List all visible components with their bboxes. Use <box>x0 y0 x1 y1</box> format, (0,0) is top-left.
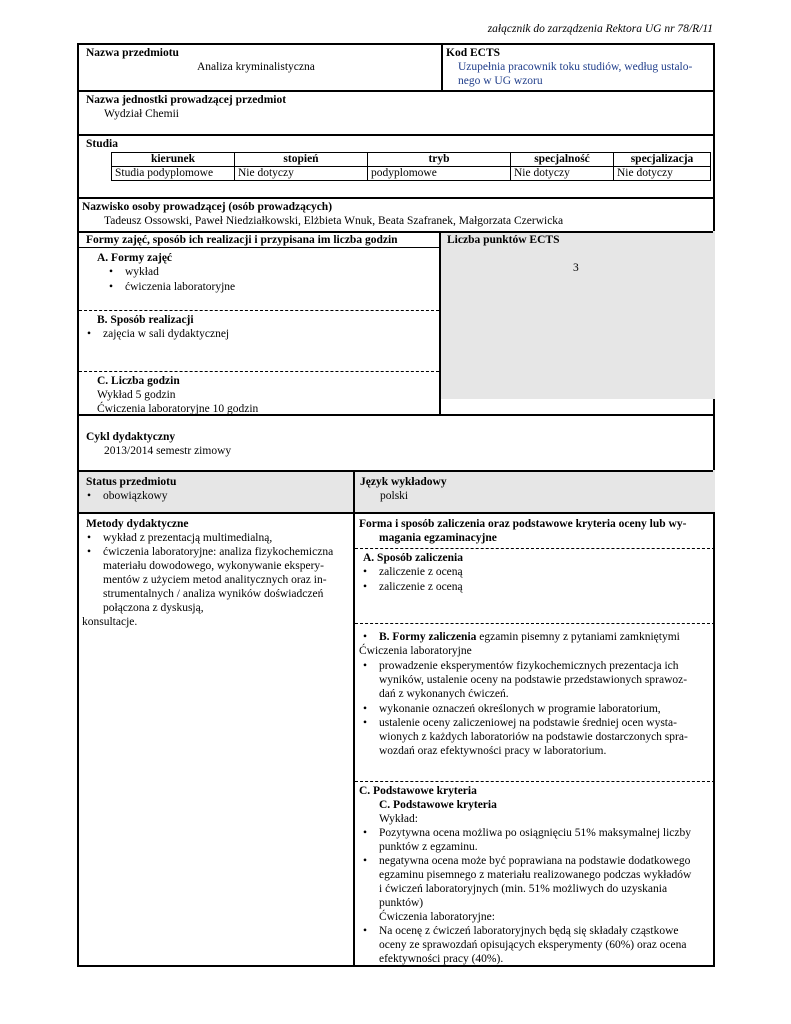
zaliczenie-c-item-3-line-2: oceny ze sprawozdań opisujących eksperymenty (60%) oraz ocena <box>379 939 687 951</box>
formy-b-item-1: • zajęcia w sali dydaktycznej <box>103 327 229 341</box>
zaliczenie-a-item-2: • zaliczenie z oceną <box>379 580 463 594</box>
kod-value-line1: Uzupełnia pracownik toku studiów, według ustalo- <box>458 61 693 73</box>
formy-c-line-1: Wykład 5 godzin <box>97 389 176 401</box>
formy-label: Formy zajęć, sposób ich realizacji i przypisana im liczba godzin <box>86 234 398 246</box>
zaliczenie-c-item-1-line-1: • Pozytywna ocena możliwa po osiągnięciu 51% maksymalnej liczby <box>379 826 691 840</box>
metody-item-2-line-4: strumentalnych / analiza wyników doświadczeń <box>103 588 324 600</box>
metody-label: Metody dydaktyczne <box>86 518 189 530</box>
formy-c-line-2: Ćwiczenia laboratoryjne 10 godzin <box>97 403 259 415</box>
status-label: Status przedmiotu <box>86 476 177 488</box>
zaliczenie-c-item-3-line-3: efektywności pracy (40%). <box>379 953 504 965</box>
zaliczenie-c-wyklad: Wykład: <box>379 813 418 825</box>
zaliczenie-b-label: B. Formy zaliczenia <box>379 631 477 643</box>
metody-item-2-line-2: materiału dowodowego, wykonywanie ekspery- <box>103 560 324 572</box>
prowadzacy-label: Nazwisko osoby prowadzącej (osób prowadzących) <box>82 201 333 213</box>
kod-label: Kod ECTS <box>446 47 501 59</box>
header-specjalnosc: specjalność <box>511 153 614 167</box>
zaliczenie-a-label: A. Sposób zaliczenia <box>363 552 463 564</box>
studia-header-row <box>112 153 711 167</box>
status-value: • obowiązkowy <box>103 489 168 503</box>
jezyk-value: polski <box>380 490 409 502</box>
zaliczenie-b-item-1-line-2: wyników, ustalenie oceny na podstawie przedstawionych sprawoz- <box>379 674 688 686</box>
zaliczenie-c-item-1-line-2: punktów z egzaminu. <box>379 841 478 853</box>
nazwa-label: Nazwa przedmiotu <box>86 47 179 59</box>
header-stopien: stopień <box>235 153 368 167</box>
zaliczenie-a-item-1: • zaliczenie z oceną <box>379 565 463 579</box>
formy-a-item-1: • wykład <box>125 265 159 279</box>
studia-value-row <box>112 167 711 181</box>
zaliczenie-b-sub: Ćwiczenia laboratoryjne <box>359 645 472 657</box>
header-tryb: tryb <box>368 153 511 167</box>
zaliczenie-label-line-2: magania egzaminacyjne <box>379 532 497 544</box>
ects-value: 3 <box>573 262 579 274</box>
metody-item-2-line-5: połączona z dyskusją, <box>103 602 204 614</box>
header-specjalizacja: specjalizacja <box>614 153 711 167</box>
zaliczenie-b-item-3-line-1: • ustalenie oceny zaliczeniowej na podstawie średniej ocen wysta- <box>379 716 677 730</box>
zaliczenie-c-cw: Ćwiczenia laboratoryjne: <box>379 911 495 923</box>
value-specjalizacja: Nie dotyczy <box>614 167 711 181</box>
cykl-label: Cykl dydaktyczny <box>86 431 176 443</box>
metody-item-1: • wykład z prezentacją multimedialną, <box>103 531 272 545</box>
value-stopien: Nie dotyczy <box>235 167 368 181</box>
jednostka-value: Wydział Chemii <box>104 108 179 120</box>
header-note: załącznik do zarządzenia Rektora UG nr 78/R/11 <box>487 23 713 35</box>
zaliczenie-c-item-2-line-4: punktów) <box>379 897 424 909</box>
zaliczenie-c-item-2-line-2: egzaminu pisemnego z materiału realizowanego podczas wykładów <box>379 869 692 881</box>
zaliczenie-c-item-2-line-1: • negatywna ocena może być poprawiana na podstawie dodatkowego <box>379 854 690 868</box>
value-tryb: podyplomowe <box>368 167 511 181</box>
studia-label: Studia <box>86 138 118 150</box>
zaliczenie-b-item-1-line-1: • prowadzenie eksperymentów fizykochemicznych prezentacja ich <box>379 659 679 673</box>
formy-c-label: C. Liczba godzin <box>97 375 180 387</box>
zaliczenie-c-label-2: C. Podstawowe kryteria <box>379 799 497 811</box>
zaliczenie-c-label: C. Podstawowe kryteria <box>359 785 477 797</box>
studia-table <box>111 152 711 181</box>
ects-label: Liczba punktów ECTS <box>447 234 560 246</box>
kod-value-line2: nego w UG wzoru <box>458 75 543 87</box>
cykl-value: 2013/2014 semestr zimowy <box>104 445 232 457</box>
metody-item-2-line-1: • ćwiczenia laboratoryjne: analiza fizykochemiczna <box>103 545 348 559</box>
jezyk-label: Język wykładowy <box>360 476 447 488</box>
nazwa-value: Analiza kryminalistyczna <box>197 61 315 73</box>
prowadzacy-value: Tadeusz Ossowski, Paweł Niedziałkowski, Elżbieta Wnuk, Beata Szafranek, Małgorzata Czerwicka <box>104 215 564 227</box>
zaliczenie-b-item-2: • wykonanie oznaczeń określonych w programie laboratorium, <box>379 702 661 716</box>
syllabus-form <box>77 43 715 967</box>
zaliczenie-c-item-3-line-1: • Na ocenę z ćwiczeń laboratoryjnych będą się składały cząstkowe <box>379 924 679 938</box>
value-kierunek: Studia podyplomowe <box>112 167 235 181</box>
value-specjalnosc: Nie dotyczy <box>511 167 614 181</box>
zaliczenie-b-line <box>379 630 680 644</box>
formy-a-item-2: • ćwiczenia laboratoryjne <box>125 280 235 294</box>
ects-area <box>441 231 715 399</box>
metody-item-2-line-3: mentów z użyciem metod analitycznych oraz in- <box>103 574 327 586</box>
zaliczenie-c-item-2-line-3: i ćwiczeń laboratoryjnych (min. 51% możliwych do uzyskania <box>379 883 668 895</box>
formy-a-label: A. Formy zajęć <box>97 252 173 264</box>
zaliczenie-b-text: egzamin pisemny z pytaniami zamkniętymi <box>476 631 680 643</box>
formy-b-label: B. Sposób realizacji <box>97 314 194 326</box>
metody-tail: konsultacje. <box>82 616 138 628</box>
jednostka-label: Nazwa jednostki prowadzącej przedmiot <box>86 94 287 106</box>
zaliczenie-b-item-3-line-2: wionych z każdych laboratoriów na podstawie dostarczonych spra- <box>379 731 688 743</box>
zaliczenie-b-item-1-line-3: dań z wykonanych ćwiczeń. <box>379 688 509 700</box>
zaliczenie-label-line-1: Forma i sposób zaliczenia oraz podstawowe kryteria oceny lub wy- <box>359 518 687 530</box>
header-kierunek: kierunek <box>112 153 235 167</box>
zaliczenie-b-item-3-line-3: wozdań oraz efektywności pracy w laboratorium. <box>379 745 607 757</box>
